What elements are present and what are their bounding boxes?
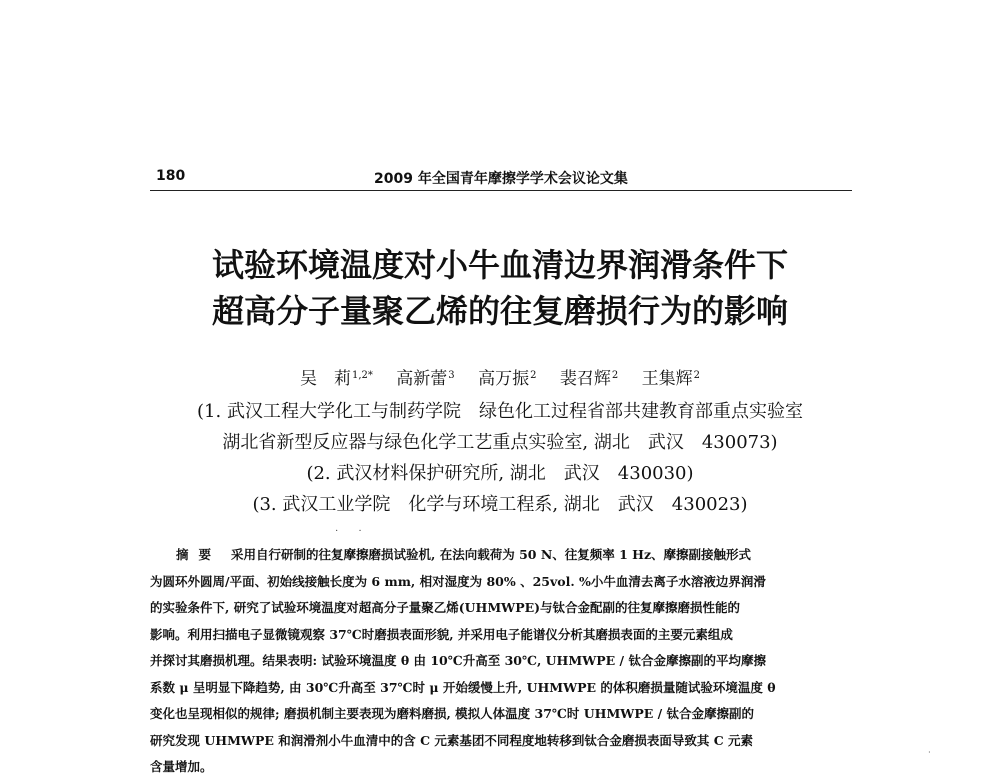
author: [478, 364, 536, 389]
author-affiliation-mark: 2: [693, 370, 701, 381]
abstract-line: 并探讨其磨损机理。结果表明: 试验环境温度 θ 由 10℃升高至 30℃, UHMWPE / 钛合金摩擦副的平均摩擦: [150, 653, 766, 668]
author: [396, 364, 454, 389]
affiliation-2: (2. 武汉材料保护研究所, 湖北 武汉 430030): [306, 463, 694, 484]
author-affiliation-mark: 2: [530, 370, 537, 381]
abstract: [150, 542, 855, 774]
affiliation-1-continued: 湖北省新型反应器与绿色化学工艺重点实验室, 湖北 武汉 430073): [222, 432, 778, 453]
author-affiliation-mark: 3: [448, 370, 455, 381]
header-rule: [150, 190, 852, 191]
abstract-label: 摘要: [176, 547, 222, 562]
scan-artifact: ·: [928, 748, 931, 757]
author-name: 吴 莉: [299, 369, 351, 389]
page-number: 180: [156, 168, 186, 184]
author: [560, 364, 618, 389]
author-name: 王集辉: [641, 369, 693, 389]
abstract-line: 摘要 采用自行研制的往复摩擦磨损试验机, 在法向载荷为 50 N、往复频率 1 Hz、摩擦副接触形式: [176, 547, 752, 562]
author-affiliation-mark: 1,2*: [351, 370, 373, 381]
author-affiliation-mark: 2: [611, 370, 619, 381]
author-name: 高万振: [478, 369, 530, 389]
author-list: [0, 364, 1000, 389]
scan-artifact: · ·: [335, 526, 362, 537]
abstract-line: 的实验条件下, 研究了试验环境温度对超高分子量聚乙烯(UHMWPE)与钛合金配副的往复摩擦磨损性能的: [150, 600, 741, 615]
author: [642, 364, 700, 389]
affiliation-1: (1. 武汉工程大学化工与制药学院 绿色化工过程省部共建教育部重点实验室: [197, 401, 803, 422]
journal-title: 2009 年全国青年摩擦学学术会议论文集: [374, 171, 628, 187]
abstract-line: 系数 μ 呈明显下降趋势, 由 30℃升高至 37℃时 μ 开始缓慢上升, UHMWPE 的体积磨损量随试验环境温度 θ: [150, 679, 776, 695]
author-name: 高新蕾: [396, 369, 448, 389]
author: [300, 364, 373, 389]
running-header: [150, 168, 852, 190]
title-line-1: 试验环境温度对小牛血清边界润滑条件下: [211, 246, 788, 284]
abstract-line: 为圆环外圆周/平面、初始线接触长度为 6 mm, 相对湿度为 80% 、25vol. %小牛血清去离子水溶液边界润滑: [150, 573, 766, 589]
paper-title: [0, 242, 1000, 334]
title-line-2: 超高分子量聚乙烯的往复磨损行为的影响: [211, 292, 788, 330]
abstract-line: 影响。利用扫描电子显微镜观察 37℃时磨损表面形貌, 并采用电子能谱仪分析其磨损表面的主要元素组成: [150, 626, 733, 642]
abstract-line-cut: 含量增加。: [150, 759, 213, 774]
affiliation-3: (3. 武汉工业学院 化学与环境工程系, 湖北 武汉 430023): [252, 494, 748, 515]
author-name: 裴召辉: [559, 369, 611, 389]
abstract-line: 研究发现 UHMWPE 和润滑剂小牛血清中的含 C 元素基团不同程度地转移到钛合金磨损表面导致其 C 元素: [150, 732, 754, 748]
abstract-line: 变化也呈现相似的规律; 磨损机制主要表现为磨料磨损, 模拟人体温度 37℃时 UHMWPE / 钛合金摩擦副的: [150, 706, 755, 721]
